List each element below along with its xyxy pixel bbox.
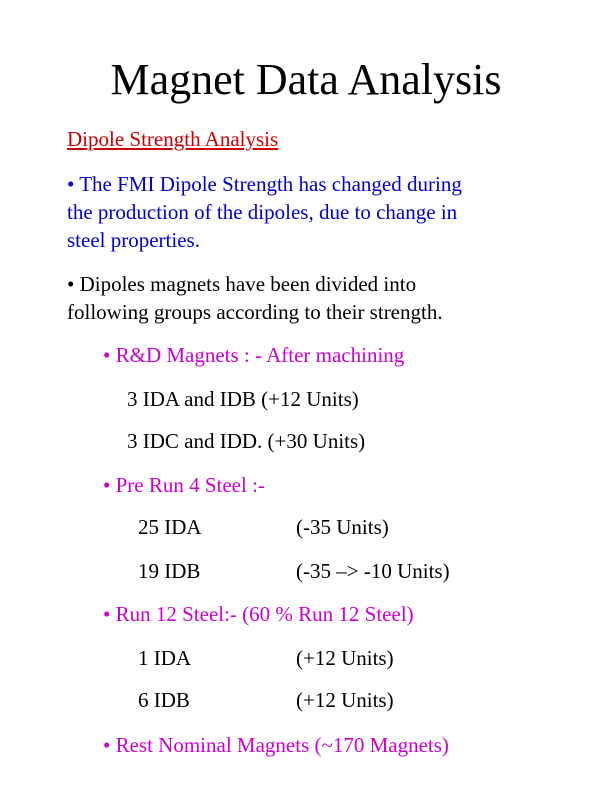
pre-run4-row-name: 19 IDB [138, 559, 201, 583]
run12-row-units: (+12 Units) [296, 688, 394, 712]
rd-row-ida-idb: 3 IDA and IDB (+12 Units) [127, 387, 359, 411]
bullet-groups-intro [67, 270, 537, 326]
run12-row-units: (+12 Units) [296, 646, 394, 670]
group-heading-run12: • Run 12 Steel:- (60 % Run 12 Steel) [103, 602, 414, 626]
pre-run4-row-name: 25 IDA [138, 515, 202, 539]
group-heading-rest: • Rest Nominal Magnets (~170 Magnets) [103, 733, 449, 757]
bullet-fmi-change [67, 170, 537, 254]
bullet-line: • The FMI Dipole Strength has changed during [67, 172, 462, 196]
section-subtitle: Dipole Strength Analysis [67, 127, 279, 151]
group-heading-pre-run4: • Pre Run 4 Steel :- [103, 473, 265, 497]
group-heading-rd: • R&D Magnets : - After machining [103, 343, 405, 367]
bullet-line: • Dipoles magnets have been divided into [67, 272, 417, 296]
bullet-line: following groups according to their strength. [67, 300, 443, 324]
run12-row-name: 6 IDB [138, 688, 190, 712]
rd-row-idc-idd: 3 IDC and IDD. (+30 Units) [127, 429, 366, 453]
pre-run4-row-units: (-35 Units) [296, 515, 389, 539]
pre-run4-row-units: (-35 –> -10 Units) [296, 559, 450, 583]
run12-row-name: 1 IDA [138, 646, 192, 670]
bullet-line: steel properties. [67, 228, 200, 252]
bullet-line: the production of the dipoles, due to change in [67, 200, 458, 224]
page-title: Magnet Data Analysis [110, 55, 502, 104]
